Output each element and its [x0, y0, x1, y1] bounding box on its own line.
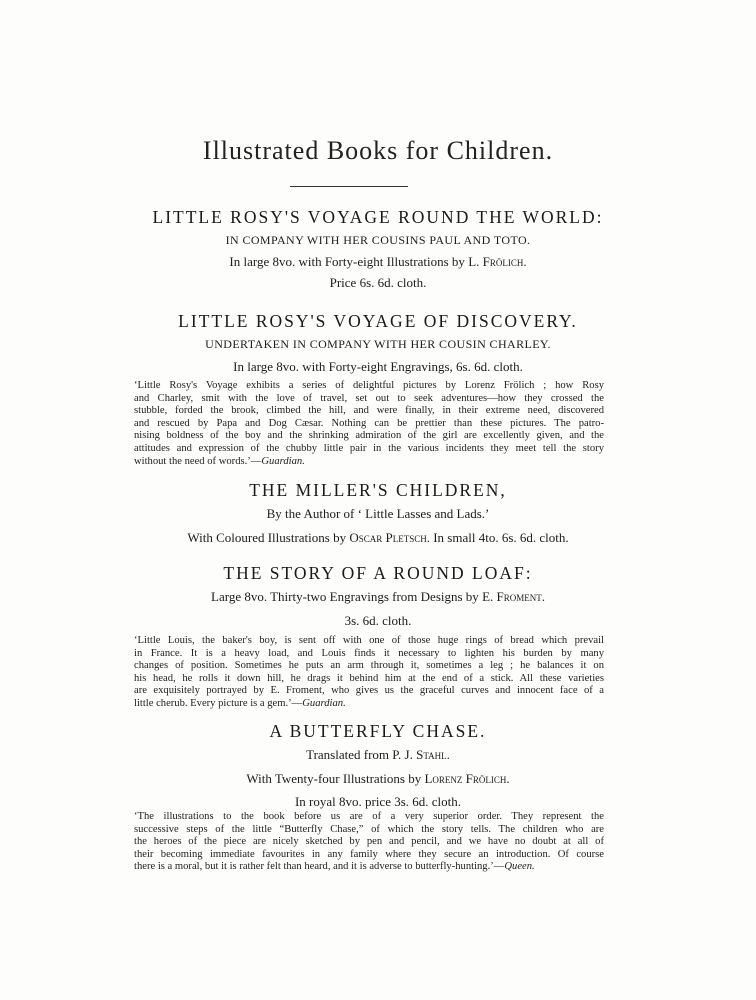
review-block: [134, 380, 604, 468]
review-source: Queen.: [504, 861, 535, 873]
review-text: little cherub. Every picture is a gem.’—: [134, 697, 303, 709]
book-title: THE STORY OF A ROUND LOAF:: [223, 563, 533, 583]
book-subtitle: IN COMPANY WITH HER COUSINS PAUL AND TOTO.: [225, 233, 531, 247]
review-block: [134, 635, 604, 711]
illustrator-name: L. Frölich.: [468, 254, 527, 269]
book-price: Price 6s. 6d. cloth.: [329, 275, 427, 290]
review-line: ‘The illustrations to the book before us are of a very superior order. They represent the: [134, 811, 604, 822]
details-text: With Coloured Illustrations by: [187, 530, 350, 545]
review-line: [134, 456, 604, 469]
book-subtitle: [0, 743, 756, 767]
review-line: changes of position. Sometimes he puts an arm through it, sometimes a leg ; he balances it on: [134, 660, 604, 672]
book-details: [0, 767, 756, 791]
illustrator-name: Oscar Pletsch.: [349, 530, 430, 545]
book-price: 3s. 6d. cloth.: [344, 613, 412, 628]
review-line: attitudes and expression of the chubby little pair in the various incidents they meet tell the story: [134, 442, 604, 454]
book-subtitle: UNDERTAKEN IN COMPANY WITH HER COUSIN CHARLEY.: [205, 337, 551, 351]
review-line: nising boldness of the boy and the shrinking admiration of the girl are excellently given, and the: [134, 430, 604, 442]
review-line: [134, 861, 604, 874]
title-rule: [290, 186, 408, 187]
illustrator-name: E. Froment.: [482, 589, 545, 604]
book-entry-butterfly-chase: [0, 719, 756, 873]
review-line: in France. It is a heavy load, and Louis finds it necessary to lighten his burden by many: [134, 647, 604, 659]
book-entry-rosy-voyage-round-world: [0, 205, 756, 293]
book-price: In royal 8vo. price 3s. 6d. cloth.: [294, 794, 462, 809]
review-block: [134, 811, 604, 874]
review-line: and rescued by Papa and Dog Cæsar. Nothing can be prettier than these pictures. The patro-: [134, 417, 604, 429]
illustrator-name: Lorenz Frölich.: [424, 771, 510, 786]
page-title: Illustrated Books for Children.: [202, 136, 554, 165]
details-text: In large 8vo. with Forty-eight Illustrations by: [229, 254, 469, 269]
book-title: LITTLE ROSY'S VOYAGE ROUND THE WORLD:: [152, 207, 604, 227]
details-text: In small 4to. 6s. 6d. cloth.: [429, 530, 569, 545]
review-source: Guardian.: [302, 697, 346, 709]
book-entry-round-loaf: [0, 561, 756, 709]
details-text: Large 8vo. Thirty-two Engravings from Designs by: [211, 589, 483, 604]
review-line: and Charley, smit with the love of travel, set out to seek adventures—how they crossed the: [134, 392, 604, 404]
review-line: stubble, forded the brook, climbed the hill, and were finally, in their extreme need, discovered: [134, 405, 604, 417]
book-title: LITTLE ROSY'S VOYAGE OF DISCOVERY.: [178, 311, 578, 331]
book-details: [0, 526, 756, 550]
review-line: ‘Little Louis, the baker's boy, is sent off with one of those huge rings of bread which prevail: [134, 635, 604, 646]
review-text: without the need of words.’—: [134, 455, 262, 467]
details-text: With Twenty-four Illustrations by: [246, 771, 425, 786]
review-line: successive steps of the little “Butterfly Chase,” of which the story tells. The children who are: [134, 823, 604, 835]
book-entry-rosy-voyage-discovery: [0, 308, 756, 467]
author-name: Stahl.: [416, 747, 450, 762]
book-title: THE MILLER'S CHILDREN,: [249, 480, 507, 500]
book-subtitle: By the Author of ‘ Little Lasses and Lads.’: [266, 506, 490, 521]
review-line: the heroes of the piece are nicely sketched by pen and pencil, and we have no doubt at all of: [134, 836, 604, 848]
book-title: A BUTTERFLY CHASE.: [269, 721, 487, 741]
review-line: [134, 698, 604, 711]
book-details: [0, 585, 756, 609]
review-source: Guardian.: [261, 455, 305, 467]
review-line: ‘Little Rosy's Voyage exhibits a series of delightful pictures by Lorenz Frölich ; how Rosy: [134, 380, 604, 391]
subtitle-text: Translated from P. J.: [306, 747, 417, 762]
review-line: his head, he rolls it down hill, he drags it behind him at the end of a stick. All these varieties: [134, 672, 604, 684]
book-entry-millers-children: [0, 478, 756, 550]
review-line: are exquisitely portrayed by E. Froment, who gives us the graceful curves and innocent face of a: [134, 685, 604, 697]
review-text: there is a moral, but it is rather felt than heard, and it is adverse to butterfly-hunting.’—: [134, 861, 505, 873]
book-details: [0, 251, 756, 273]
book-details: In large 8vo. with Forty-eight Engravings, 6s. 6d. cloth.: [233, 359, 523, 374]
review-line: their becoming immediate favourites in any family where they secure an introduction. Of course: [134, 848, 604, 860]
